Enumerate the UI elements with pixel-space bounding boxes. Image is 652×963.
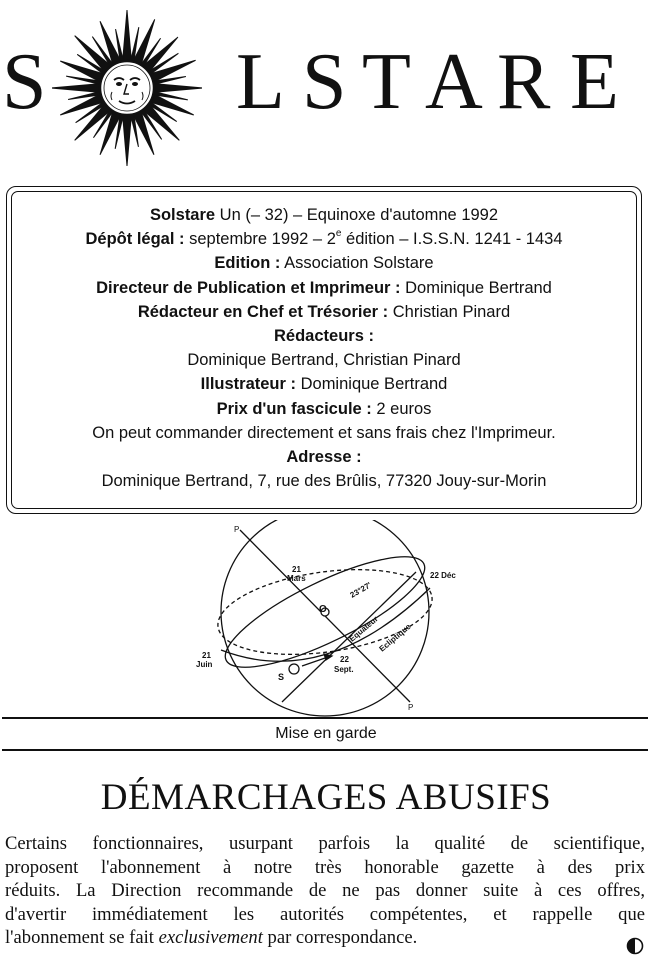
label-angle: 23°27' bbox=[348, 580, 373, 600]
label-equateur: Equateur bbox=[347, 614, 380, 644]
label-ecliptique: Ecliptique bbox=[377, 622, 413, 654]
label-22-dec: 22 Déc bbox=[430, 571, 456, 580]
colophon-line-depot: Dépôt légal : septembre 1992 – 2e édition – I.S.S.N. 1241 - 1434 bbox=[85, 228, 563, 249]
colophon-line-illustrateur: Illustrateur : Dominique Bertrand bbox=[200, 375, 448, 394]
sun-marker bbox=[289, 664, 299, 674]
colophon-line-prix: Prix d'un fascicule : 2 euros bbox=[216, 399, 432, 418]
colophon-line-redacteurs-title: Rédacteurs : bbox=[274, 327, 374, 346]
masthead-letter-s2: S bbox=[302, 38, 347, 126]
section-caption: Mise en garde bbox=[275, 725, 377, 742]
masthead bbox=[0, 0, 652, 180]
masthead-letter-t: T bbox=[362, 38, 411, 126]
masthead-letter-e: E bbox=[570, 38, 619, 126]
sun-face-logo bbox=[52, 6, 202, 166]
colophon-line-adresse: Dominique Bertrand, 7, rue des Brûlis, 77320 Jouy-sur-Morin bbox=[101, 472, 547, 491]
label-s: S bbox=[278, 672, 285, 682]
colophon-line-adresse-title: Adresse : bbox=[286, 448, 362, 467]
label-22-sept-month: Sept. bbox=[334, 665, 354, 674]
masthead-letter-a: A bbox=[425, 38, 483, 126]
article-headline: DÉMARCHAGES ABUSIFS bbox=[100, 777, 552, 818]
rule-bottom bbox=[2, 749, 648, 751]
celestial-sphere-diagram bbox=[190, 520, 460, 720]
body-line-4: d'avertir immédiatement les autorités compétentes, et rappelle que bbox=[5, 903, 645, 925]
half-moon-end-mark-icon bbox=[626, 937, 644, 955]
label-o: O bbox=[319, 604, 327, 615]
label-21-mars-day: 21 bbox=[292, 565, 301, 574]
rule-top bbox=[2, 717, 648, 719]
colophon-text bbox=[7, 203, 641, 493]
colophon-line-commande: On peut commander directement et sans frais chez l'Imprimeur. bbox=[92, 423, 556, 442]
label-21-juin-day: 21 bbox=[202, 651, 211, 660]
masthead-letter-l: L bbox=[236, 38, 285, 126]
masthead-letter-r: R bbox=[497, 38, 551, 126]
colophon-line-directeur: Directeur de Publication et Imprimeur : Dominique Bertrand bbox=[96, 278, 552, 297]
label-22-sept-day: 22 bbox=[340, 655, 349, 664]
label-21-juin-month: Juin bbox=[196, 660, 213, 669]
label-21-mars-month: Mars bbox=[287, 574, 306, 583]
ecliptic-front bbox=[221, 588, 430, 661]
masthead-letter-s: S bbox=[2, 38, 47, 126]
colophon-line-redacteurs-names: Dominique Bertrand, Christian Pinard bbox=[187, 351, 461, 370]
label-p-bottom: P bbox=[408, 703, 414, 712]
label-p-top: P bbox=[234, 525, 240, 534]
article-body bbox=[5, 832, 645, 950]
sphere-outline bbox=[221, 520, 429, 716]
body-line-1: Certains fonctionnaires, usurpant parfois la qualité de scientifique, bbox=[5, 833, 645, 854]
colophon-line-edition: Edition : Association Solstare bbox=[214, 254, 434, 273]
body-line-2: proposent l'abonnement à notre très honorable gazette à des prix bbox=[5, 856, 645, 878]
body-line-5: l'abonnement se fait exclusivement par correspondance. bbox=[5, 927, 418, 949]
colophon-line-issue: Solstare Un (– 32) – Equinoxe d'automne 1992 bbox=[149, 206, 499, 224]
colophon-box bbox=[6, 186, 642, 514]
body-line-3: réduits. La Direction recommande de ne pas donner suite à ces offres, bbox=[5, 880, 645, 902]
colophon-line-redacteur-chef: Rédacteur en Chef et Trésorier : Christian Pinard bbox=[137, 302, 511, 321]
